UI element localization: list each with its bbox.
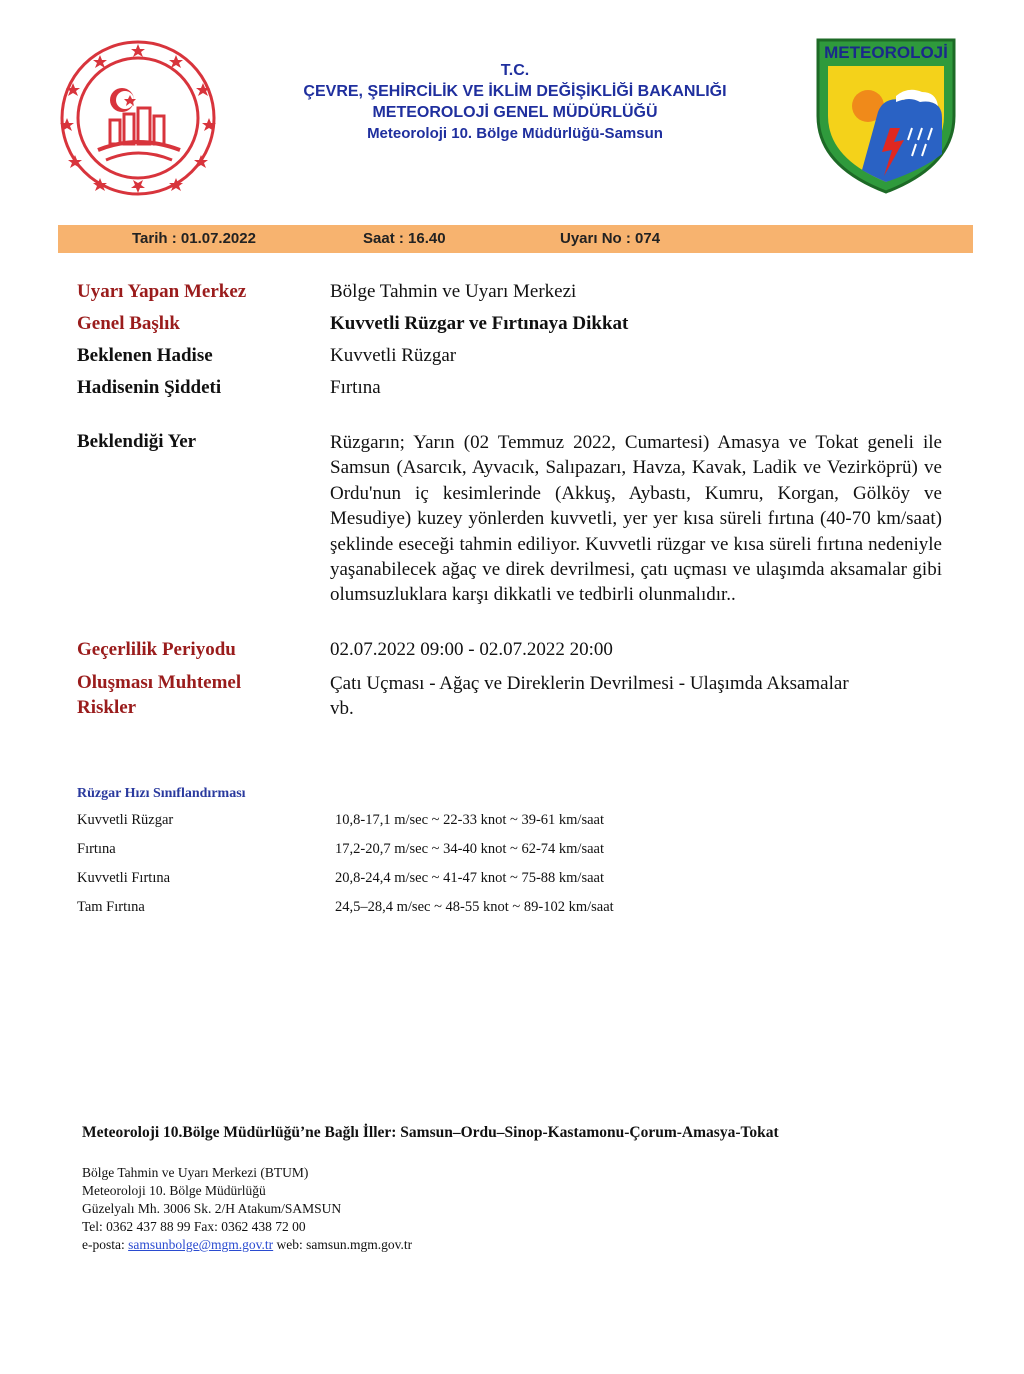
event-label: Beklenen Hadise: [77, 345, 213, 366]
web-address: samsun.mgm.gov.tr: [306, 1237, 413, 1252]
wind-classification-title: Rüzgar Hızı Sınıflandırması: [77, 786, 246, 801]
header-tc: T.C.: [500, 62, 530, 79]
header-directorate: METEOROLOJİ GENEL MÜDÜRLÜĞÜ: [372, 104, 658, 121]
header-block: [250, 60, 780, 144]
wind-class-value: 10,8-17,1 m/sec ~ 22-33 knot ~ 39-61 km/saat: [335, 812, 605, 828]
info-bar: [58, 225, 973, 253]
warning-time: Saat : 16.40: [363, 230, 446, 247]
warning-number: Uyarı No : 074: [560, 230, 661, 247]
severity-value: Fırtına: [330, 377, 381, 398]
header-ministry: ÇEVRE, ŞEHİRCİLİK VE İKLİM DEĞİŞİKLİĞİ BAKANLIĞI: [303, 83, 727, 100]
headline-label: Genel Başlık: [77, 313, 180, 334]
footer-line: Bölge Tahmin ve Uyarı Merkezi (BTUM): [82, 1165, 309, 1180]
meteoroloji-logo: [812, 36, 960, 196]
wind-class-label: Fırtına: [77, 841, 116, 857]
location-label: Beklendiği Yer: [77, 431, 197, 452]
footer-contact-line: [82, 1236, 412, 1254]
wind-class-label: Kuvvetli Rüzgar: [77, 812, 174, 828]
risks-label-line2: Riskler: [77, 697, 137, 718]
center-label: Uyarı Yapan Merkez: [77, 281, 247, 302]
validity-label: Geçerlilik Periyodu: [77, 639, 236, 660]
wind-class-value: 20,8-24,4 m/sec ~ 41-47 knot ~ 75-88 km/saat: [335, 870, 605, 886]
severity-label: Hadisenin Şiddeti: [77, 377, 222, 398]
center-value: Bölge Tahmin ve Uyarı Merkezi: [330, 281, 577, 302]
headline-value: Kuvvetli Rüzgar ve Fırtınaya Dikkat: [330, 313, 629, 334]
web-label: web:: [276, 1237, 303, 1252]
location-description: Rüzgarın; Yarın (02 Temmuz 2022, Cumartesi) Amasya ve Tokat geneli ile Samsun (Asarcık, Ayvacık, Salıpazarı, Havza, Kavak, Ladik ve Vezirköprü) ve Ordu'nun iç kesimlerinde (Akkuş, Aybastı, Kumru, Korgan, Gölköy ve Mesudiye) kuzey yönlerden kuvvetli, yer yer kısa süreli fırtına (40-70 km/saat) şeklinde eseceği tahmin ediliyor. Kuvvetli rüzgar ve kısa süreli fırtına nedeniyle yaşanabilecek ağaç ve direk devrilmesi, çatı uçması ve ulaşımda aksamalar gibi olumsuzluklara karşı dikkatli ve tedbirli olunmalıdır..: [330, 432, 942, 606]
ministry-logo: [58, 38, 218, 198]
validity-value: 02.07.2022 09:00 - 02.07.2022 20:00: [330, 639, 613, 660]
footer-provinces: Meteoroloji 10.Bölge Müdürlüğü’ne Bağlı İller: Samsun–Ordu–Sinop-Kastamonu-Çorum-Amasya-Tokat: [82, 1124, 779, 1141]
footer-line: Güzelyalı Mh. 3006 Sk. 2/H Atakum/SAMSUN: [82, 1201, 342, 1216]
warning-date: Tarih : 01.07.2022: [132, 230, 256, 247]
wind-class-value: 17,2-20,7 m/sec ~ 34-40 knot ~ 62-74 km/saat: [335, 841, 605, 857]
risks-value-line1: Çatı Uçması - Ağaç ve Direklerin Devrilmesi - Ulaşımda Aksamalar: [330, 673, 849, 694]
header-region: Meteoroloji 10. Bölge Müdürlüğü-Samsun: [367, 125, 663, 142]
wind-class-value: 24,5–28,4 m/sec ~ 48-55 knot ~ 89-102 km/saat: [335, 899, 614, 915]
wind-class-label: Tam Fırtına: [77, 899, 145, 915]
footer-line: Tel: 0362 437 88 99 Fax: 0362 438 72 00: [82, 1219, 306, 1234]
footer-line: Meteoroloji 10. Bölge Müdürlüğü: [82, 1183, 266, 1198]
wind-class-label: Kuvvetli Fırtına: [77, 870, 171, 886]
email-label: e-posta:: [82, 1237, 125, 1252]
email-link[interactable]: samsunbolge@mgm.gov.tr: [128, 1237, 274, 1252]
risks-value-line2: vb.: [330, 698, 354, 719]
meteoroloji-logo-text: METEOROLOJİ: [824, 43, 948, 62]
event-value: Kuvvetli Rüzgar: [330, 345, 457, 366]
risks-label-line1: Oluşması Muhtemel: [77, 672, 242, 693]
